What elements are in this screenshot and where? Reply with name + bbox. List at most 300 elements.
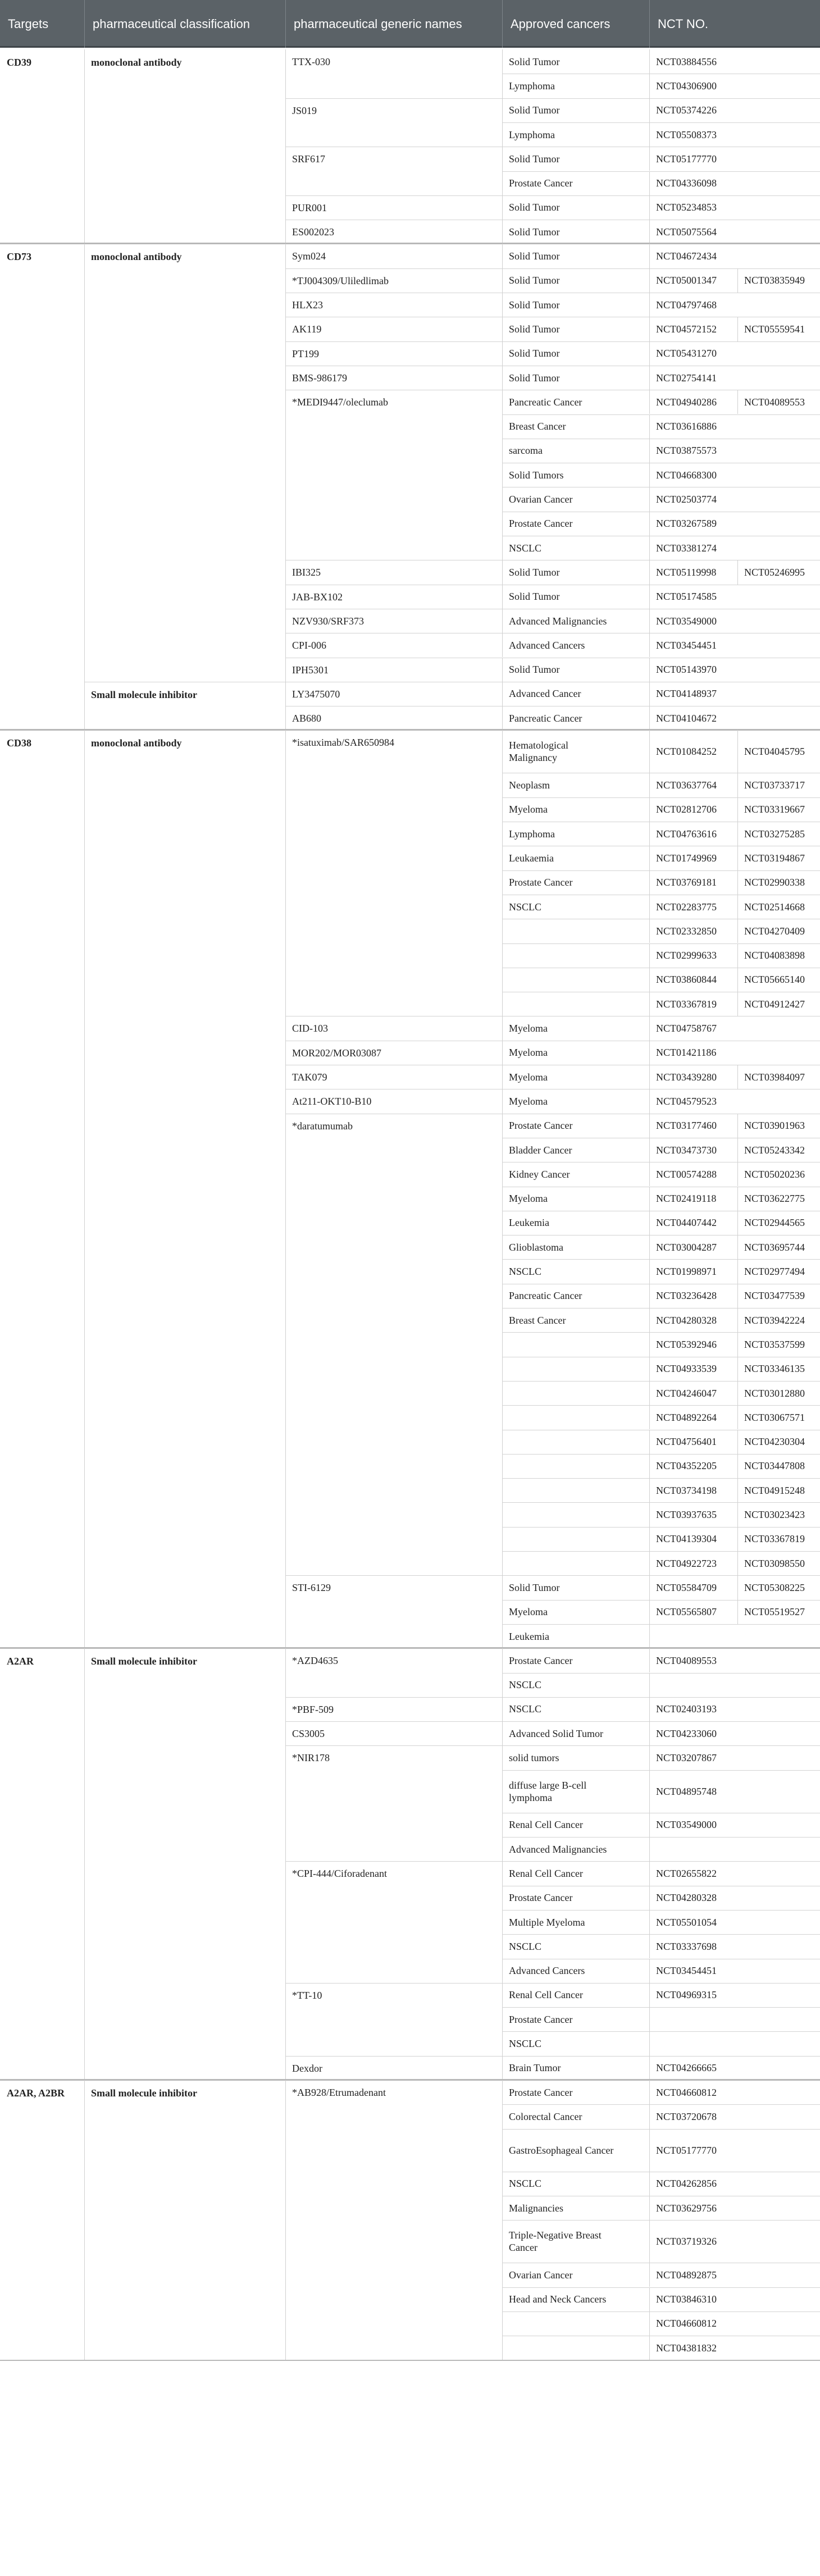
nct-cell: NCT05584709 (656, 1581, 717, 1593)
column-divider (502, 1861, 503, 1983)
row-divider (502, 797, 820, 798)
nct-cell: NCT03720678 (656, 2110, 717, 2122)
cancer-cell: Pancreatic Cancer (509, 396, 582, 408)
row-divider (502, 1502, 820, 1503)
cancer-cell: GastroEsophageal Cancer (509, 2144, 614, 2156)
row-divider (502, 1527, 820, 1528)
nct-cell: NCT05431270 (656, 348, 717, 359)
cancer-cell: Glioblastoma (509, 1241, 563, 1253)
nct-cell: NCT05246995 (744, 566, 805, 578)
table-row (502, 895, 820, 919)
nct-cell: NCT03537599 (744, 1338, 805, 1350)
header-classification: pharmaceutical classification (84, 0, 285, 48)
table-row (502, 1813, 820, 1837)
drug-name: *AZD4635 (292, 1655, 338, 1667)
column-divider (502, 730, 503, 1016)
nct-cell: NCT03275285 (744, 828, 805, 840)
drug-name: LY3475070 (292, 688, 340, 700)
column-divider (502, 317, 503, 341)
row-divider (502, 943, 820, 944)
cancer-cell (502, 943, 649, 968)
table-row (502, 706, 820, 730)
row-divider (502, 2220, 820, 2221)
cancer-cell: Bladder Cancer (509, 1144, 572, 1156)
table-row (502, 633, 820, 657)
column-divider (502, 633, 503, 657)
nct-cell: NCT02283775 (656, 901, 717, 913)
table-row (502, 1308, 820, 1332)
table-row (502, 1697, 820, 1721)
table-row (502, 1016, 820, 1040)
nct-cell: NCT05392946 (656, 1338, 717, 1350)
nct-cell: NCT04104672 (656, 712, 717, 724)
row-divider (502, 1381, 820, 1382)
nct-cell: NCT04280328 (656, 1892, 717, 1904)
nct-cell: NCT04758767 (656, 1023, 717, 1034)
table-row (502, 244, 820, 268)
target-name: CD73 (7, 251, 31, 263)
nct-cell: NCT03637764 (656, 779, 717, 791)
cancer-cell (502, 2311, 649, 2336)
cancer-cell: Ovarian Cancer (509, 2269, 573, 2281)
cancer-cell: Brain Tumor (509, 2062, 561, 2074)
cancer-cell: Leukaemia (509, 852, 554, 864)
nct-cell: NCT02944565 (744, 1217, 805, 1229)
table-row (502, 943, 820, 968)
table-row (502, 773, 820, 797)
table-row (502, 682, 820, 706)
drug-name: TAK079 (292, 1072, 327, 1083)
nct-cell: NCT04246047 (656, 1387, 717, 1399)
cancer-cell: NSCLC (509, 1679, 542, 1691)
nct-cell: NCT03207867 (656, 1752, 717, 1764)
table-row (502, 2172, 820, 2196)
cancer-cell: Myeloma (509, 1606, 548, 1618)
table-row (502, 1162, 820, 1186)
row-divider (502, 1551, 820, 1552)
table-row (502, 1837, 820, 1861)
table-row (502, 1211, 820, 1235)
table-row (502, 846, 820, 870)
table-row (502, 1934, 820, 1958)
cancer-cell (502, 992, 649, 1016)
cancer-cell: Solid Tumor (509, 250, 560, 262)
cancer-cell: Myeloma (509, 1095, 548, 1107)
drug-name: *daratumumab (292, 1120, 353, 1132)
cancer-cell: sarcoma (509, 445, 543, 457)
column-divider (502, 49, 503, 98)
row-divider (502, 1910, 820, 1911)
drug-name: *AB928/Etrumadenant (292, 2087, 386, 2098)
cancer-cell: Prostate Cancer (509, 1654, 573, 1666)
table-row (502, 1770, 820, 1813)
cancer-cell: Advanced Cancers (509, 639, 585, 651)
nct-cell: NCT04763616 (656, 828, 717, 840)
nct-cell: NCT04230304 (744, 1436, 805, 1448)
cancer-cell: Advanced Malignancies (509, 615, 607, 627)
classification-name: monoclonal antibody (91, 251, 182, 263)
header-nct-no: NCT NO. (649, 0, 820, 48)
nct-cell: NCT04660812 (656, 2086, 717, 2098)
table-row (502, 2007, 820, 2031)
table-row (502, 968, 820, 992)
drug-name: CID-103 (292, 1023, 328, 1034)
nct-cell: NCT04306900 (656, 80, 717, 92)
cancer-cell (502, 2336, 649, 2360)
cancer-cell: Solid Tumor (509, 275, 560, 286)
nct-cell: NCT03004287 (656, 1241, 717, 1253)
drug-name: IPH5301 (292, 664, 329, 676)
column-divider (84, 730, 85, 1648)
table-row (502, 609, 820, 633)
table-row (502, 1624, 820, 1648)
table-row (502, 220, 820, 244)
drug-name: *PBF-509 (292, 1703, 334, 1715)
table-row (502, 390, 820, 414)
drug-name: AB680 (292, 713, 322, 724)
cancer-cell: Solid Tumor (509, 348, 560, 359)
cancer-cell (502, 1332, 649, 1356)
row-divider (502, 1600, 820, 1601)
nct-cell: NCT05177770 (656, 153, 717, 165)
table-row (502, 1332, 820, 1356)
column-divider (502, 2056, 503, 2080)
column-divider (502, 1983, 503, 2056)
table-row (502, 1886, 820, 1910)
nct-cell (649, 1673, 737, 1697)
classification-name: monoclonal antibody (91, 57, 182, 68)
nct-cell: NCT03447808 (744, 1460, 805, 1472)
nct-cell: NCT02514668 (744, 901, 805, 913)
column-divider (502, 2080, 503, 2360)
table-row (502, 658, 820, 682)
nct-cell: NCT04895748 (656, 1785, 717, 1797)
column-divider (84, 2080, 85, 2360)
nct-cell: NCT03319667 (744, 804, 805, 815)
nct-cell: NCT04045795 (744, 746, 805, 758)
cancer-cell (502, 919, 649, 943)
drug-name: *MEDI9447/oleclumab (292, 396, 388, 408)
row-divider (502, 1259, 820, 1260)
row-divider (502, 1624, 820, 1625)
table-header (0, 0, 820, 48)
column-divider (502, 268, 503, 293)
column-divider (502, 585, 503, 609)
cancer-cell: Solid Tumor (509, 323, 560, 335)
nct-cell: NCT04089553 (744, 396, 805, 408)
nct-cell: NCT03439280 (656, 1071, 717, 1083)
nct-cell: NCT04572152 (656, 323, 717, 335)
classification-name: Small molecule inhibitor (91, 2087, 197, 2099)
table-row (502, 341, 820, 366)
nct-cell: NCT03381274 (656, 542, 717, 554)
column-divider (502, 390, 503, 560)
column-divider (502, 1575, 503, 1648)
table-row (502, 366, 820, 390)
nct-cell: NCT03622775 (744, 1193, 805, 1205)
cancer-cell: Breast Cancer (509, 1314, 566, 1326)
table-row (502, 1138, 820, 1162)
nct-cell: NCT03337698 (656, 1940, 717, 1952)
cancer-cell: Kidney Cancer (509, 1168, 570, 1180)
target-name: CD39 (7, 57, 31, 68)
table-row (502, 730, 820, 773)
row-divider (502, 122, 820, 123)
drug-name: JAB-BX102 (292, 591, 343, 603)
nct-cell: NCT04352205 (656, 1460, 717, 1472)
cancer-cell (502, 1454, 649, 1478)
drug-name: PT199 (292, 348, 320, 359)
column-divider (502, 1721, 503, 1745)
table-row (502, 2311, 820, 2336)
nct-cell: NCT05075564 (656, 226, 717, 238)
column-divider (84, 244, 85, 730)
drug-name: MOR202/MOR03087 (292, 1047, 382, 1059)
cancer-cell: Prostate Cancer (509, 877, 573, 888)
classification-name: monoclonal antibody (91, 737, 182, 749)
nct-cell: NCT03454451 (656, 1965, 717, 1977)
table-row (502, 122, 820, 147)
nct-cell: NCT04336098 (656, 177, 717, 189)
column-divider (502, 609, 503, 633)
header-approved-cancers: Approved cancers (502, 0, 649, 48)
row-divider (502, 1478, 820, 1479)
nct-cell: NCT03367819 (656, 998, 717, 1010)
cancer-cell: Advanced Cancers (509, 1965, 585, 1977)
nct-cell: NCT01421186 (656, 1047, 717, 1059)
nct-cell: NCT00574288 (656, 1168, 717, 1180)
column-divider (502, 220, 503, 244)
table-row (502, 1648, 820, 1672)
cancer-cell: diffuse large B-cell lymphoma (509, 1779, 587, 1803)
nct-cell: NCT01998971 (656, 1266, 717, 1278)
cancer-cell: Myeloma (509, 1071, 548, 1083)
cancer-cell: Solid Tumor (509, 591, 560, 603)
drug-name: Dexdor (292, 2062, 322, 2074)
nct-cell: NCT03454451 (656, 639, 717, 651)
nct-cell: NCT05374226 (656, 104, 717, 116)
nct-cell: NCT02754141 (656, 372, 717, 384)
cancer-cell: Solid Tumor (509, 56, 560, 67)
table-row (502, 2129, 820, 2172)
cancer-cell: Multiple Myeloma (509, 1916, 585, 1928)
drug-name: *TJ004309/Uliledlimab (292, 275, 389, 286)
cancer-cell: Renal Cell Cancer (509, 1989, 583, 2001)
nct-cell: NCT04262856 (656, 2178, 717, 2190)
table-row (502, 1454, 820, 1478)
table-row (502, 1357, 820, 1381)
nct-cell: NCT04083898 (744, 950, 805, 961)
column-divider (285, 1648, 286, 2080)
table-row (502, 414, 820, 439)
cancer-cell: Prostate Cancer (509, 2086, 573, 2098)
row-divider (502, 1770, 820, 1771)
nct-cell: NCT02503774 (656, 494, 717, 505)
nct-cell: NCT03267589 (656, 518, 717, 530)
nct-cell: NCT04407442 (656, 1217, 717, 1229)
nct-cell: NCT03023423 (744, 1509, 805, 1521)
column-divider (502, 1041, 503, 1065)
cancer-cell: solid tumors (509, 1752, 559, 1764)
cancer-cell: Malignancies (509, 2202, 563, 2214)
table-row (502, 317, 820, 341)
cancer-cell: Lymphoma (509, 80, 555, 92)
nct-cell: NCT02990338 (744, 877, 805, 888)
cancer-cell: Advanced Solid Tumor (509, 1727, 604, 1739)
table-row (502, 1861, 820, 1885)
column-divider (502, 293, 503, 317)
drug-name: PUR001 (292, 202, 327, 213)
nct-cell (649, 1837, 737, 1861)
table-row (502, 1405, 820, 1429)
row-divider (502, 1332, 820, 1333)
nct-cell: NCT03236428 (656, 1290, 717, 1302)
cancer-cell: Solid Tumor (509, 1581, 560, 1593)
cancer-cell: Renal Cell Cancer (509, 1867, 583, 1879)
column-divider (502, 658, 503, 682)
row-divider (502, 171, 820, 172)
drug-name: SRF617 (292, 153, 326, 165)
nct-cell: NCT04668300 (656, 469, 717, 481)
column-divider (502, 706, 503, 730)
nct-cell: NCT03733717 (744, 779, 805, 791)
nct-cell: NCT04892875 (656, 2269, 717, 2281)
nct-cell: NCT03835949 (744, 275, 805, 286)
nct-cell: NCT05501054 (656, 1916, 717, 1928)
row-divider (502, 2031, 820, 2032)
nct-cell (649, 1624, 737, 1648)
nct-cell: NCT03984097 (744, 1071, 805, 1083)
cancer-cell: Hematological Malignancy (509, 740, 568, 764)
cancer-cell (502, 1405, 649, 1429)
cancer-cell: Prostate Cancer (509, 2013, 573, 2025)
nct-cell: NCT04089553 (656, 1654, 717, 1666)
table-row (502, 268, 820, 293)
cancer-cell: NSCLC (509, 901, 542, 913)
cancer-cell (502, 1502, 649, 1526)
cancer-cell: Ovarian Cancer (509, 494, 573, 505)
row-divider (502, 1837, 820, 1838)
nct-cell: NCT04280328 (656, 1314, 717, 1326)
cancer-cell: Myeloma (509, 804, 548, 815)
row-divider (502, 2311, 820, 2312)
nct-cell: NCT03194867 (744, 852, 805, 864)
column-divider (502, 98, 503, 147)
table-row (502, 2104, 820, 2128)
table-row (502, 1089, 820, 1113)
table-row (502, 1065, 820, 1089)
column-divider (502, 1745, 503, 1861)
row-divider (502, 1454, 820, 1455)
cancer-cell (502, 1551, 649, 1575)
nct-cell: NCT03012880 (744, 1387, 805, 1399)
nct-cell: NCT02332850 (656, 925, 717, 937)
nct-cell: NCT03098550 (744, 1557, 805, 1569)
drug-name: HLX23 (292, 299, 323, 311)
column-divider (502, 244, 503, 268)
nct-cell: NCT05308225 (744, 1581, 805, 1593)
nct-cell: NCT03616886 (656, 421, 717, 432)
table-row (502, 560, 820, 584)
cancer-cell: Advanced Cancer (509, 688, 581, 700)
nct-cell: NCT03549000 (656, 615, 717, 627)
nct-cell: NCT03695744 (744, 1241, 805, 1253)
nct-cell: NCT03629756 (656, 2202, 717, 2214)
row-divider (502, 1673, 820, 1674)
nct-cell: NCT03846310 (656, 2294, 717, 2305)
nct-cell: NCT04912427 (744, 998, 805, 1010)
column-divider (502, 1065, 503, 1089)
cancer-cell: Myeloma (509, 1193, 548, 1205)
table-row (502, 1983, 820, 2007)
cancer-cell: Solid Tumor (509, 226, 560, 238)
cancer-cell: Myeloma (509, 1023, 548, 1034)
nct-cell: NCT05665140 (744, 974, 805, 986)
table-row (502, 1114, 820, 1138)
cancer-cell: Advanced Malignancies (509, 1843, 607, 1855)
nct-cell: NCT04756401 (656, 1436, 717, 1448)
cancer-cell: Neoplasm (509, 779, 550, 791)
table-row (502, 2287, 820, 2311)
nct-cell: NCT03875573 (656, 445, 717, 457)
cancer-cell: Breast Cancer (509, 421, 566, 432)
cancer-cell: Leukemia (509, 1217, 549, 1229)
drug-name: At211-OKT10-B10 (292, 1096, 372, 1107)
table-row (502, 797, 820, 822)
column-divider (285, 49, 286, 244)
cancer-cell (502, 968, 649, 992)
column-divider (502, 1016, 503, 1040)
column-divider (502, 341, 503, 366)
drug-name: CPI-006 (292, 640, 327, 651)
table-row (502, 1381, 820, 1405)
table-row (502, 171, 820, 195)
table-row (502, 2263, 820, 2287)
row-divider (502, 2104, 820, 2105)
nct-cell: NCT03367819 (744, 1533, 805, 1545)
table-row (502, 74, 820, 98)
nct-cell: NCT05234853 (656, 202, 717, 213)
table-row (502, 1041, 820, 1065)
table-row (502, 49, 820, 74)
drug-name: IBI325 (292, 567, 321, 578)
table-row (502, 1187, 820, 1211)
column-divider (502, 682, 503, 706)
nct-cell: NCT05243342 (744, 1144, 805, 1156)
cancer-cell: Leukemia (509, 1630, 549, 1642)
cancer-cell: Lymphoma (509, 828, 555, 840)
nct-cell: NCT02419118 (656, 1193, 717, 1205)
column-divider (502, 560, 503, 584)
nct-cell: NCT04148937 (656, 688, 717, 700)
nct-cell: NCT04915248 (744, 1484, 805, 1496)
nct-cell: NCT03942224 (744, 1314, 805, 1326)
nct-cell: NCT02403193 (656, 1703, 717, 1715)
table-row (502, 147, 820, 171)
table-row (502, 98, 820, 122)
column-divider (285, 730, 286, 1648)
nct-cell: NCT05565807 (656, 1606, 717, 1618)
nct-cell: NCT03177460 (656, 1120, 717, 1132)
table-row (502, 439, 820, 463)
column-divider (84, 1648, 85, 2080)
nct-cell: NCT03719326 (656, 2236, 717, 2247)
nct-cell: NCT03067571 (744, 1411, 805, 1423)
drug-name: *TT-10 (292, 1989, 322, 2001)
cancer-cell: Prostate Cancer (509, 518, 573, 530)
nct-cell: NCT04660812 (656, 2318, 717, 2329)
cancer-cell: Solid Tumors (509, 469, 564, 481)
